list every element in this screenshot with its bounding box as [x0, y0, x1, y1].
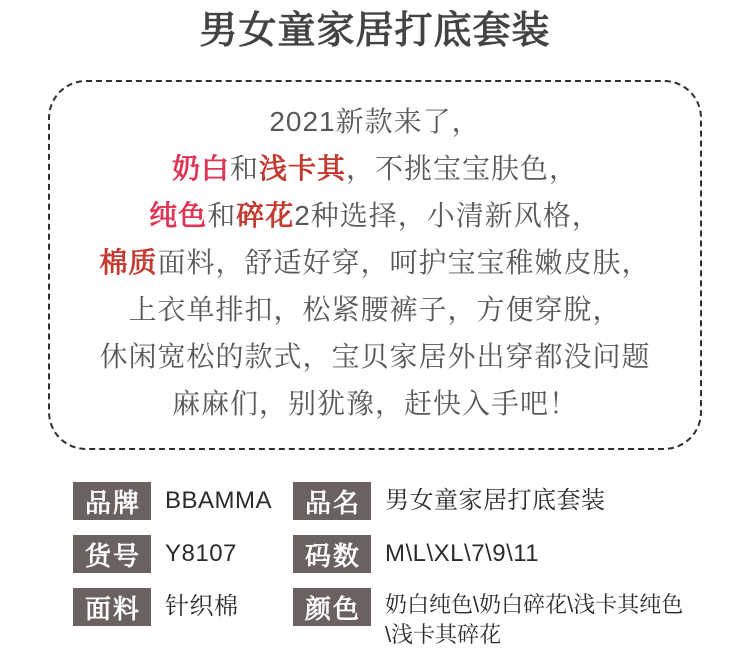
text-segment: 面料，舒适好穿，呵护宝宝稚嫩皮肤， — [157, 247, 651, 278]
spec-row-brand — [73, 482, 293, 520]
highlight-keyword: 棉质 — [99, 247, 158, 278]
highlight-keyword: 纯色 — [149, 200, 208, 231]
spec-row-fabric — [73, 588, 293, 650]
description-line-6 — [50, 333, 700, 380]
spec-label-sizes: 码数 — [293, 535, 371, 573]
description-line-5 — [50, 286, 700, 333]
spec-value-fabric: 针织棉 — [165, 593, 239, 620]
description-line-4 — [50, 239, 700, 286]
spec-row-colors — [293, 588, 718, 650]
spec-value-item-no: Y8107 — [165, 540, 237, 567]
spec-table — [73, 482, 718, 650]
text-segment: 休闲宽松的款式，宝贝家居外出穿都没问题 — [99, 341, 651, 372]
description-line-3 — [50, 192, 700, 239]
spec-row-sizes — [293, 535, 718, 573]
text-segment: ，不挑宝宝肤色， — [346, 153, 579, 184]
spec-label-product-name: 品名 — [293, 482, 371, 520]
description-line-7 — [50, 380, 700, 427]
highlight-keyword: 碎花 — [236, 200, 295, 231]
spec-label-item-no: 货号 — [73, 535, 151, 573]
highlight-keyword: 奶白 — [171, 153, 230, 184]
highlight-keyword: 浅卡其 — [259, 153, 347, 184]
description-line-2 — [50, 145, 700, 192]
spec-label-brand: 品牌 — [73, 482, 151, 520]
text-segment: 和 — [207, 200, 237, 231]
description-line-1 — [50, 98, 700, 145]
description-box — [48, 80, 702, 450]
spec-row-product-name — [293, 482, 718, 520]
text-segment: 上衣单排扣，松紧腰裤子，方便穿脫， — [128, 294, 622, 325]
text-segment: 和 — [229, 153, 259, 184]
page-title: 男女童家居打底套装 — [199, 10, 551, 52]
text-segment: 麻麻们，别犹豫，赶快入手吧！ — [171, 388, 578, 419]
text-segment: 2种选择，小清新风格， — [294, 200, 601, 231]
text-segment: 2021新款来了， — [269, 106, 481, 137]
spec-label-colors: 颜色 — [293, 588, 371, 626]
spec-value-colors: 奶白纯色\奶白碎花\浅卡其纯色\浅卡其碎花 — [385, 592, 684, 647]
spec-row-item-no — [73, 535, 293, 573]
spec-value-sizes: M\L\XL\7\9\11 — [385, 540, 540, 567]
spec-label-fabric: 面料 — [73, 588, 151, 626]
spec-value-product-name: 男女童家居打底套装 — [385, 487, 606, 514]
spec-value-brand: BBAMMA — [165, 487, 273, 514]
